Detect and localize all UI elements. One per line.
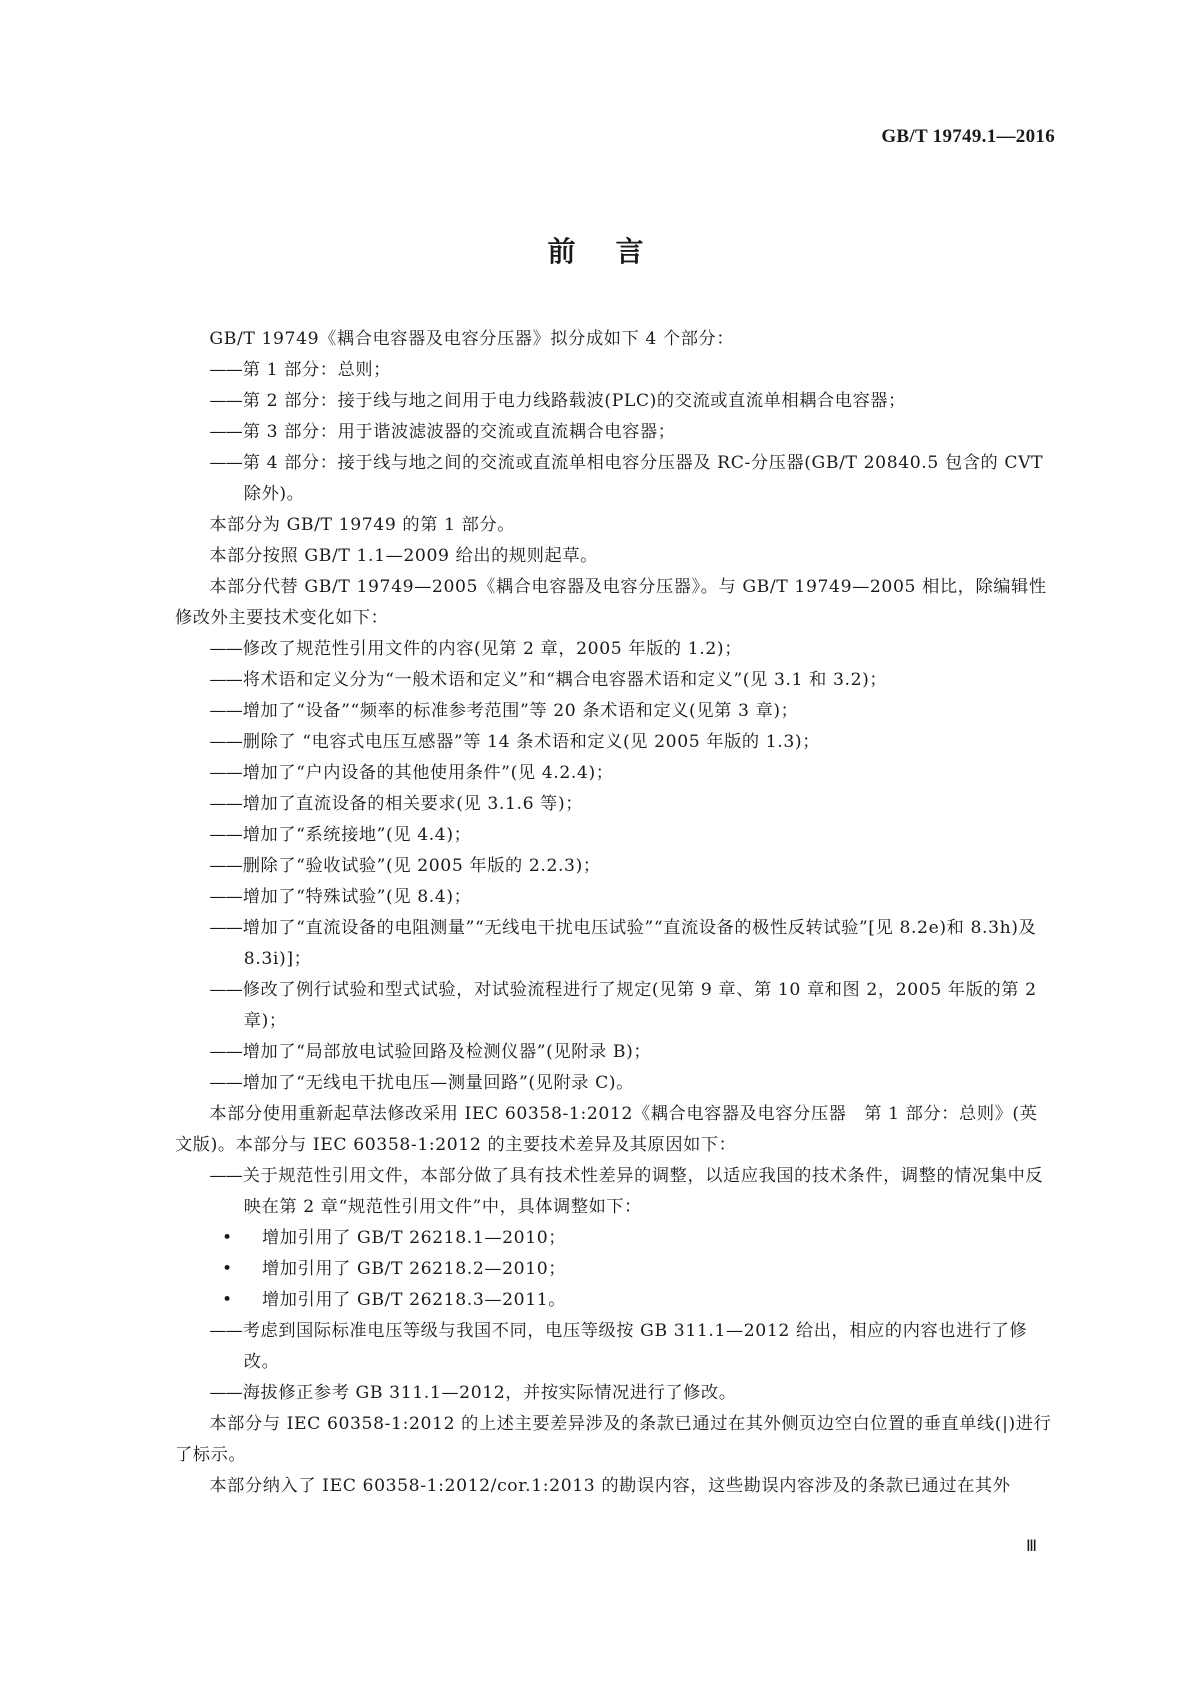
- bullet-list-item: [175, 1285, 1055, 1316]
- paragraph: 本部分纳入了 IEC 60358-1:2012/cor.1:2013 的勘误内容，这些勘误内容涉及的条款已通过在其外: [209, 1476, 1011, 1496]
- bullet-list-item: [175, 1223, 1055, 1254]
- paragraph: 本部分为 GB/T 19749 的第 1 部分。: [209, 515, 516, 535]
- dash-list-item-text: —— 第 3 部分：用于谐波滤波器的交流或直流耦合电容器；: [209, 417, 1055, 448]
- dash-list-item: [175, 448, 1055, 510]
- paragraph: GB/T 19749《耦合电容器及电容分压器》拟分成如下 4 个部分：: [209, 329, 735, 349]
- paragraph: 本部分使用重新起草法修改采用 IEC 60358-1:2012《耦合电容器及电容分压器 第 1 部分：总则》(英文版)。本部分与 IEC 60358-1:2012 的主要技术差异及其原因如下：: [175, 1104, 1038, 1155]
- dash-list-item-text: —— 第 4 部分：接于线与地之间的交流或直流单相电容分压器及 RC-分压器(GB/T 20840.5 包含的 CVT 除外)。: [209, 448, 1055, 510]
- dash-list-item-text: —— 增加了“直流设备的电阻测量”“无线电干扰电压试验”“直流设备的极性反转试验”[见 8.2e)和 8.3h)及 8.3i)]；: [209, 913, 1055, 975]
- paragraph: 本部分按照 GB/T 1.1—2009 给出的规则起草。: [209, 546, 598, 566]
- dash-list-item: [175, 1316, 1055, 1378]
- bullet-icon: •: [222, 1259, 233, 1279]
- dash-list-item: [175, 789, 1055, 820]
- dash-list-item-text: —— 增加了“系统接地”(见 4.4)；: [209, 820, 1055, 851]
- dash-list-item: [175, 634, 1055, 665]
- dash-list-item: [175, 851, 1055, 882]
- dash-list-item: [175, 975, 1055, 1037]
- dash-list-item: [175, 727, 1055, 758]
- bullet-list-item-text: 增加引用了 GB/T 26218.3—2011。: [262, 1290, 567, 1310]
- dash-list-item: [175, 386, 1055, 417]
- dash-list-item-text: —— 第 1 部分：总则；: [209, 355, 1055, 386]
- dash-list-item-text: —— 考虑到国际标准电压等级与我国不同，电压等级按 GB 311.1—2012 给出，相应的内容也进行了修改。: [209, 1316, 1055, 1378]
- page-title: 前言: [547, 235, 684, 268]
- dash-list-item: [175, 665, 1055, 696]
- bullet-list-item: [175, 1254, 1055, 1285]
- dash-list-item-text: —— 增加了“设备”“频率的标准参考范围”等 20 条术语和定义(见第 3 章)；: [209, 696, 1055, 727]
- dash-list-item: [175, 913, 1055, 975]
- dash-list-item: [175, 1068, 1055, 1099]
- dash-list-item-text: —— 增加了“特殊试验”(见 8.4)；: [209, 882, 1055, 913]
- bullet-list-item-text: 增加引用了 GB/T 26218.1—2010；: [262, 1228, 567, 1248]
- dash-list-item-text: —— 增加了“户内设备的其他使用条件”(见 4.2.4)；: [209, 758, 1055, 789]
- bullet-icon: •: [222, 1290, 233, 1310]
- standard-code: GB/T 19749.1—2016: [881, 126, 1055, 147]
- foreword-body: [175, 324, 1055, 1502]
- paragraph: 本部分代替 GB/T 19749—2005《耦合电容器及电容分压器》。与 GB/T 19749—2005 相比，除编辑性修改外主要技术变化如下：: [175, 577, 1047, 628]
- dash-list-item: [175, 355, 1055, 386]
- dash-list-item-text: —— 删除了“验收试验”(见 2005 年版的 2.2.3)；: [209, 851, 1055, 882]
- dash-list-item: [175, 1037, 1055, 1068]
- dash-list-item: [175, 882, 1055, 913]
- dash-list-item-text: —— 关于规范性引用文件，本部分做了具有技术性差异的调整，以适应我国的技术条件，调整的情况集中反映在第 2 章“规范性引用文件”中，具体调整如下：: [209, 1161, 1055, 1223]
- dash-list-item-text: —— 修改了规范性引用文件的内容(见第 2 章，2005 年版的 1.2)；: [209, 634, 1055, 665]
- dash-list-item-text: —— 修改了例行试验和型式试验，对试验流程进行了规定(见第 9 章、第 10 章和图 2，2005 年版的第 2 章)；: [209, 975, 1055, 1037]
- dash-list-item: [175, 1161, 1055, 1223]
- dash-list-item-text: —— 增加了“局部放电试验回路及检测仪器”(见附录 B)；: [209, 1037, 1055, 1068]
- dash-list-item-text: —— 删除了 “电容式电压互感器”等 14 条术语和定义(见 2005 年版的 1.3)；: [209, 727, 1055, 758]
- dash-list-item-text: —— 增加了“无线电干扰电压—测量回路”(见附录 C)。: [209, 1068, 1055, 1099]
- dash-list-item: [175, 820, 1055, 851]
- dash-list-item: [175, 1378, 1055, 1409]
- dash-list-item-text: —— 增加了直流设备的相关要求(见 3.1.6 等)；: [209, 789, 1055, 820]
- paragraph: 本部分与 IEC 60358-1:2012 的上述主要差异涉及的条款已通过在其外侧页边空白位置的垂直单线(|)进行了标示。: [175, 1414, 1052, 1465]
- dash-list-item: [175, 696, 1055, 727]
- dash-list-item-text: —— 第 2 部分：接于线与地之间用于电力线路载波(PLC)的交流或直流单相耦合电容器；: [209, 386, 1055, 417]
- dash-list-item-text: —— 将术语和定义分为“一般术语和定义”和“耦合电容器术语和定义”(见 3.1 和 3.2)；: [209, 665, 1055, 696]
- page-number: Ⅲ: [1025, 1538, 1037, 1555]
- dash-list-item-text: —— 海拔修正参考 GB 311.1—2012，并按实际情况进行了修改。: [209, 1378, 1055, 1409]
- bullet-icon: •: [222, 1228, 233, 1248]
- bullet-list-item-text: 增加引用了 GB/T 26218.2—2010；: [262, 1259, 567, 1279]
- dash-list-item: [175, 417, 1055, 448]
- dash-list-item: [175, 758, 1055, 789]
